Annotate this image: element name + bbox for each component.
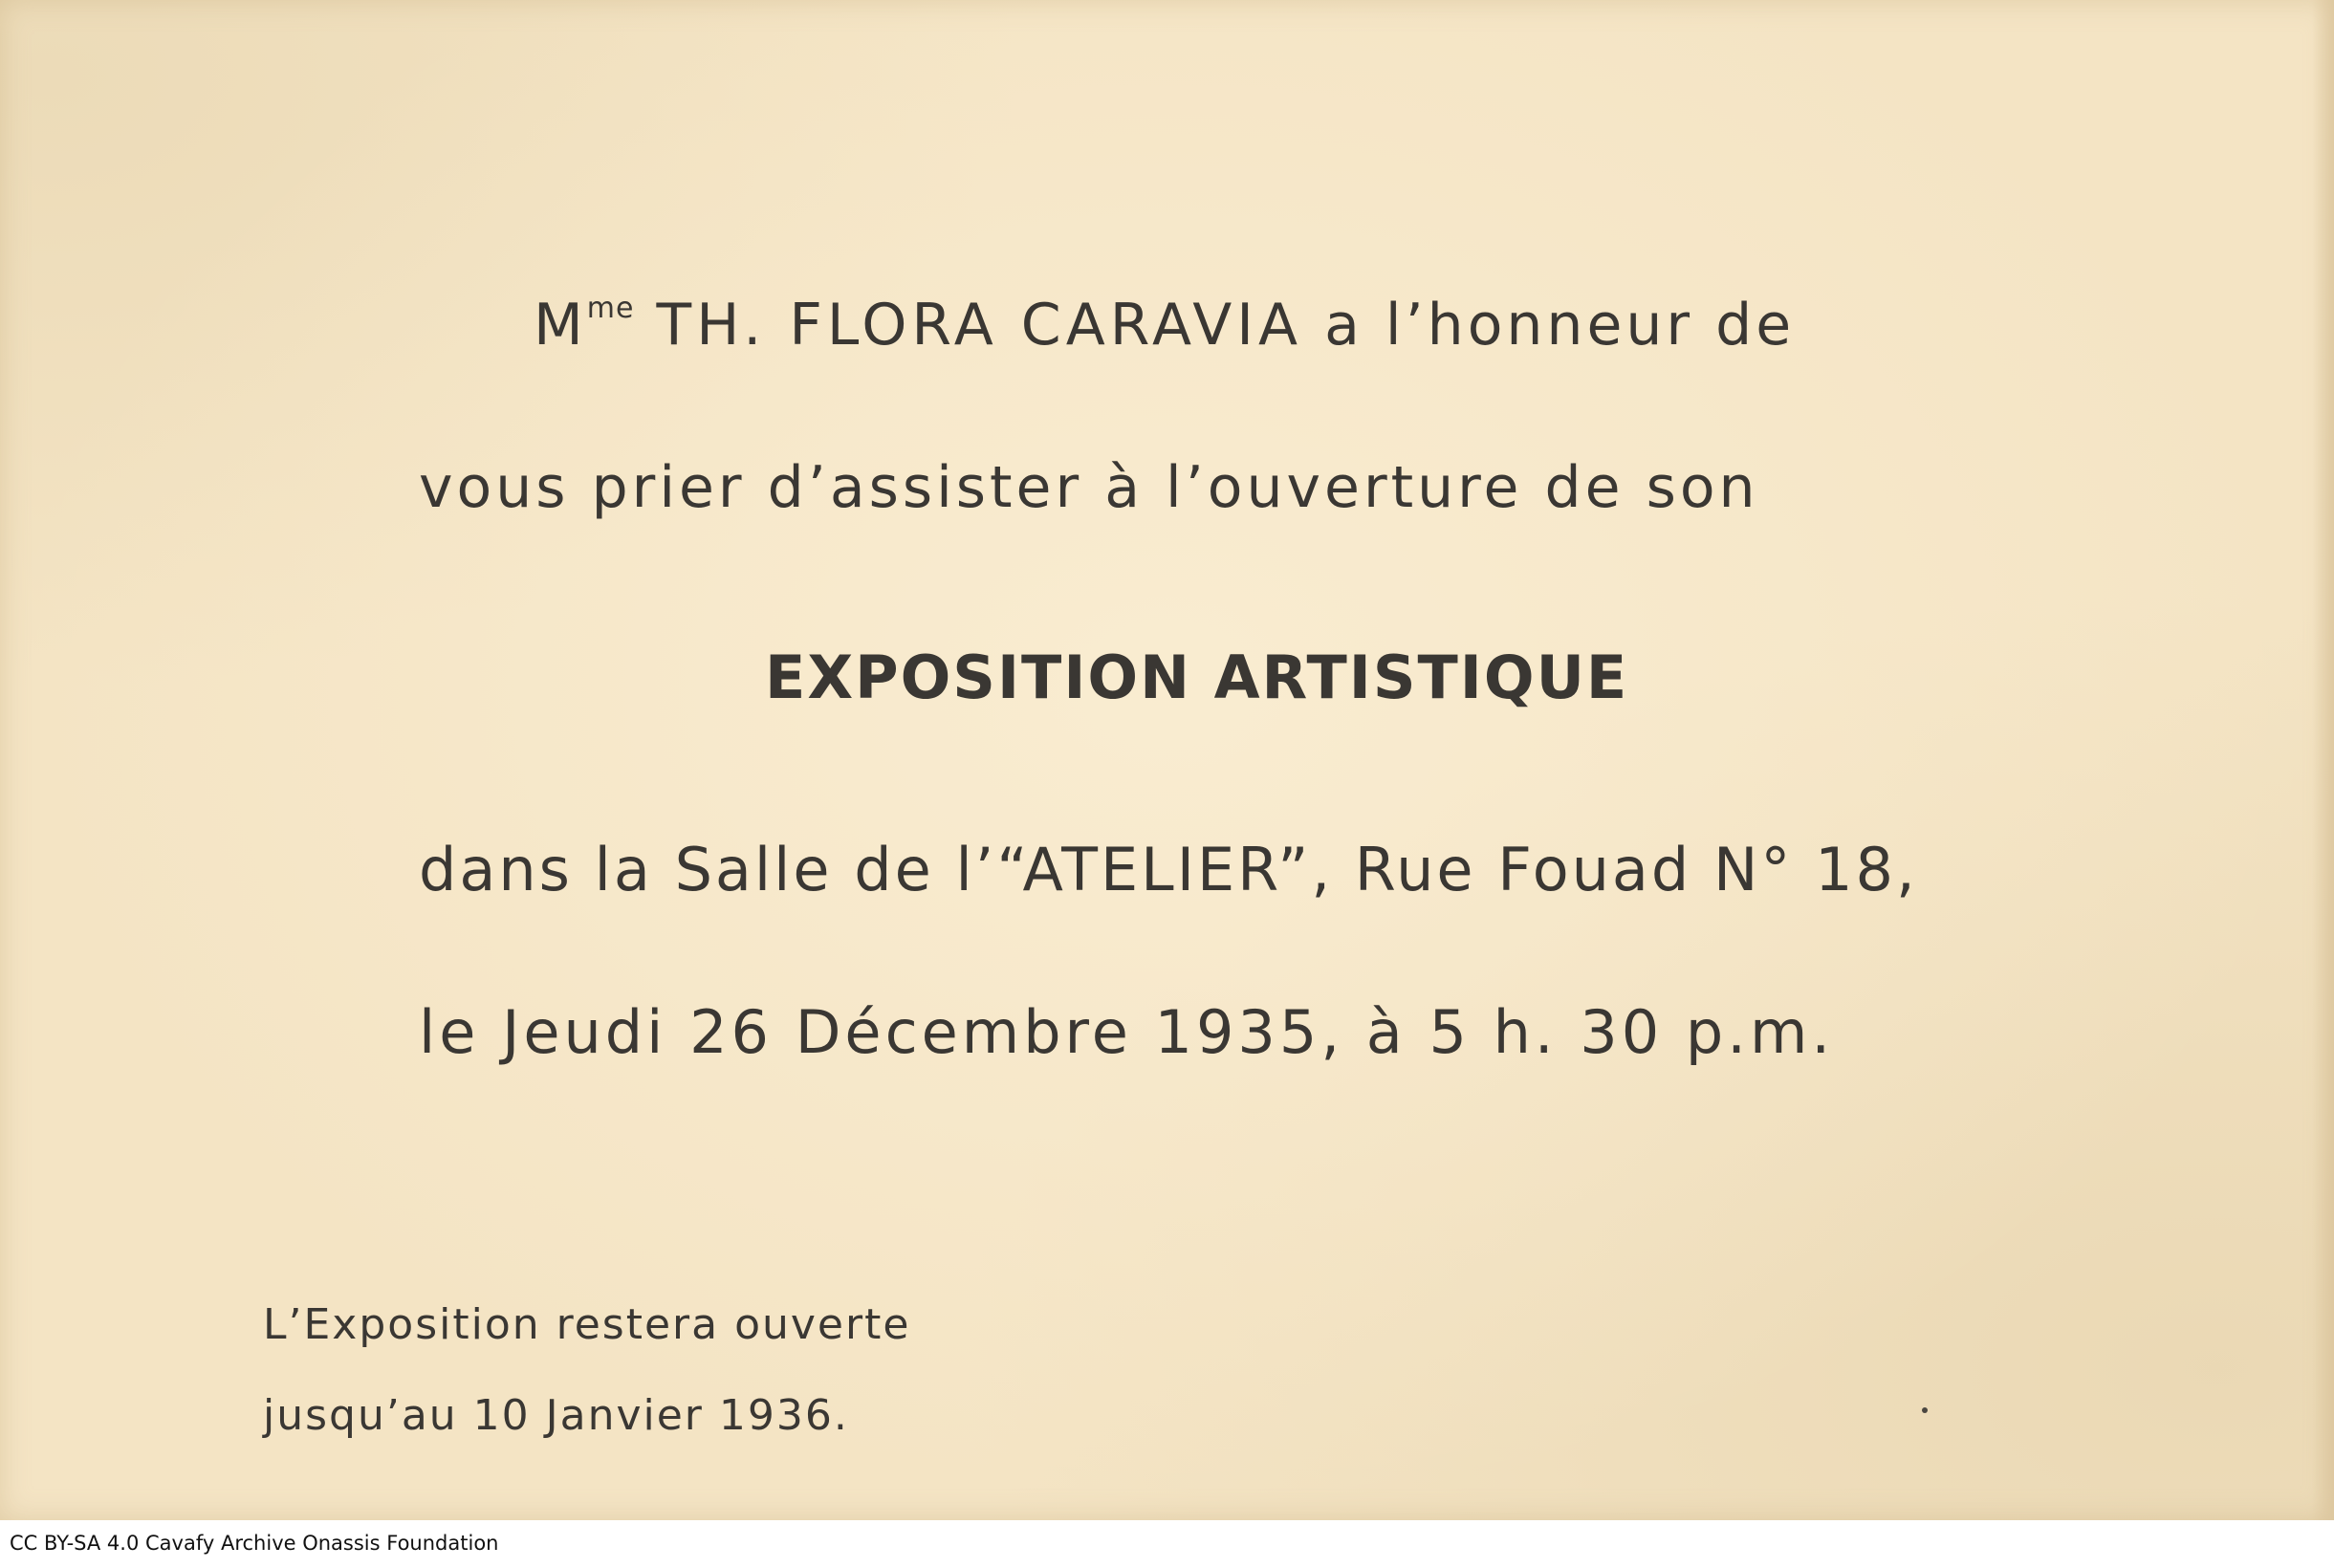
host-name: TH. FLORA CARAVIA	[656, 292, 1302, 359]
date-time-line: le Jeudi 26 Décembre 1935, à 5 h. 30 p.m.	[419, 997, 1835, 1067]
opening-line-rest: a l’honneur de	[1324, 292, 1796, 359]
invitation-opening-line	[534, 292, 1795, 359]
salutation-prefix: M	[534, 292, 587, 359]
invitation-line-2: vous prier d’assister à l’ouverture de son	[419, 454, 1759, 521]
closing-note-line-2: jusqu’au 10 Janvier 1936.	[263, 1391, 849, 1440]
closing-note-line-1: L’Exposition restera ouverte	[263, 1300, 911, 1349]
venue-line: dans la Salle de l’“ATELIER”, Rue Fouad N° 18,	[419, 835, 1918, 904]
card-edge-shading	[2312, 0, 2334, 1520]
salutation-superscript: me	[586, 292, 635, 325]
license-credit: CC BY-SA 4.0 Cavafy Archive Onassis Foundation	[10, 1532, 499, 1555]
ink-speck	[1922, 1407, 1928, 1413]
exhibition-heading: EXPOSITION ARTISTIQUE	[765, 642, 1629, 712]
